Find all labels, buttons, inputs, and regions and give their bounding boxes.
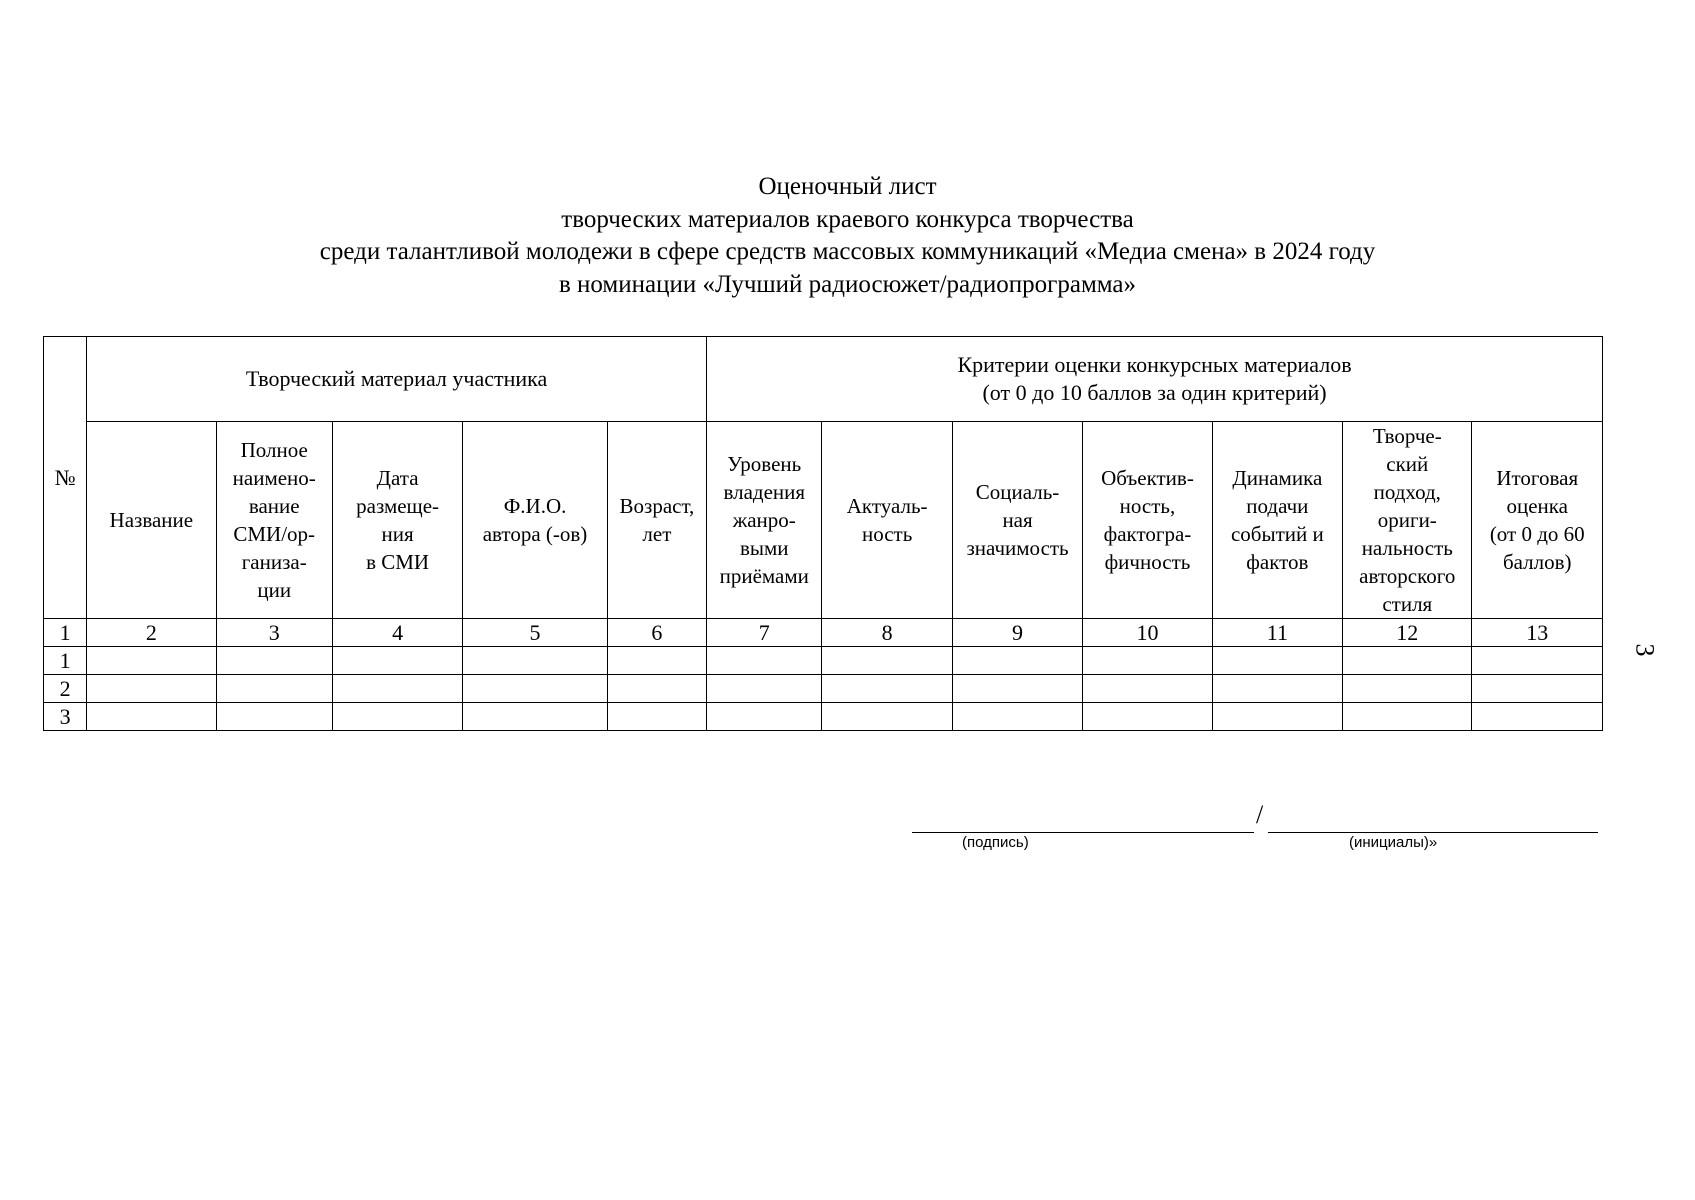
table-cell[interactable] [463, 703, 607, 731]
page-number: 3 [1630, 643, 1660, 657]
table-cell[interactable] [332, 703, 462, 731]
table-cell[interactable] [1083, 647, 1212, 675]
col-header-dynamics: Динамика подачи событий и фактов [1212, 422, 1342, 619]
table-cell[interactable] [1212, 703, 1342, 731]
col-header-genre-mastery: Уровень владения жанро- выми приёмами [707, 422, 822, 619]
column-number: 4 [332, 619, 462, 647]
initials-line[interactable] [1268, 832, 1598, 833]
column-number: 8 [822, 619, 952, 647]
table-cell[interactable] [216, 647, 332, 675]
document-title [0, 171, 1695, 301]
table-row [44, 675, 1603, 703]
table-cell[interactable] [332, 647, 462, 675]
column-number: 7 [707, 619, 822, 647]
column-header-row [44, 422, 1603, 619]
column-number: 3 [216, 619, 332, 647]
col-header-total-score: Итоговая оценка (от 0 до 60 баллов) [1472, 422, 1603, 619]
title-line-3: среди талантливой молодежи в сфере средств массовых коммуникаций «Медиа смена» в 2024 году [319, 238, 1376, 265]
column-number: 13 [1472, 619, 1603, 647]
table-cell[interactable] [952, 675, 1082, 703]
table-cell[interactable] [1212, 647, 1342, 675]
table-cell[interactable] [1083, 703, 1212, 731]
col-header-relevance: Актуаль- ность [822, 422, 952, 619]
col-header-creative-approach: Творче- ский подход, ориги- нальность авторского стиля [1343, 422, 1472, 619]
col-header-author-name: Ф.И.О. автора (-ов) [463, 422, 607, 619]
table-cell[interactable] [1472, 675, 1603, 703]
number-header: № [44, 337, 87, 619]
table-cell[interactable] [1343, 703, 1472, 731]
signature-caption: (подпись) [962, 834, 1029, 851]
table-cell[interactable] [1472, 703, 1603, 731]
table-cell[interactable] [1083, 675, 1212, 703]
table-row [44, 703, 1603, 731]
table-cell[interactable] [707, 703, 822, 731]
signature-slash: / [1256, 800, 1264, 829]
table-cell[interactable] [1472, 647, 1603, 675]
signature-line[interactable] [912, 832, 1254, 833]
table-cell[interactable] [332, 675, 462, 703]
column-number: 9 [952, 619, 1082, 647]
initials-caption: (инициалы)» [1349, 834, 1438, 851]
table-cell[interactable] [822, 647, 952, 675]
table-cell[interactable] [463, 647, 607, 675]
table-cell[interactable] [607, 647, 706, 675]
row-number: 3 [44, 703, 87, 731]
table-cell[interactable] [216, 703, 332, 731]
column-number: 12 [1343, 619, 1472, 647]
table-cell[interactable] [607, 675, 706, 703]
column-number-row [44, 619, 1603, 647]
row-number: 1 [44, 647, 87, 675]
evaluation-table [43, 336, 1603, 731]
table-cell[interactable] [87, 703, 216, 731]
title-line-2: творческих материалов краевого конкурса творчества [561, 205, 1134, 233]
table-cell[interactable] [707, 647, 822, 675]
table-cell[interactable] [1212, 675, 1342, 703]
title-line-4: в номинации «Лучший радиосюжет/радиопрограмма» [558, 270, 1137, 298]
table-row [44, 647, 1603, 675]
table-cell[interactable] [707, 675, 822, 703]
evaluation-criteria-header: Критерии оценки конкурсных материалов (от 0 до 10 баллов за один критерий) [707, 337, 1603, 422]
participant-material-header: Творческий материал участника [87, 337, 707, 422]
table-cell[interactable] [216, 675, 332, 703]
table-cell[interactable] [952, 703, 1082, 731]
table-cell[interactable] [822, 675, 952, 703]
title-line-1: Оценочный лист [758, 173, 937, 200]
table-cell[interactable] [87, 675, 216, 703]
col-header-media-full-name: Полное наимено- вание СМИ/ор- ганиза- ции [216, 422, 332, 619]
column-number: 1 [44, 619, 87, 647]
column-number: 11 [1212, 619, 1342, 647]
table-cell[interactable] [463, 675, 607, 703]
table-cell[interactable] [1343, 647, 1472, 675]
table-cell[interactable] [87, 647, 216, 675]
table-cell[interactable] [822, 703, 952, 731]
column-number: 5 [463, 619, 607, 647]
signature-block [912, 800, 1598, 860]
row-number: 2 [44, 675, 87, 703]
col-header-age: Возраст, лет [607, 422, 706, 619]
table-cell[interactable] [1343, 675, 1472, 703]
column-number: 2 [87, 619, 216, 647]
col-header-name: Название [87, 422, 216, 619]
table-cell[interactable] [607, 703, 706, 731]
col-header-objectivity: Объектив- ность, фактогра- фичность [1083, 422, 1212, 619]
col-header-publication-date: Дата размеще- ния в СМИ [332, 422, 462, 619]
table-cell[interactable] [952, 647, 1082, 675]
column-number: 6 [607, 619, 706, 647]
group-header-row [44, 337, 1603, 422]
column-number: 10 [1083, 619, 1212, 647]
col-header-social-significance: Социаль- ная значимость [952, 422, 1082, 619]
